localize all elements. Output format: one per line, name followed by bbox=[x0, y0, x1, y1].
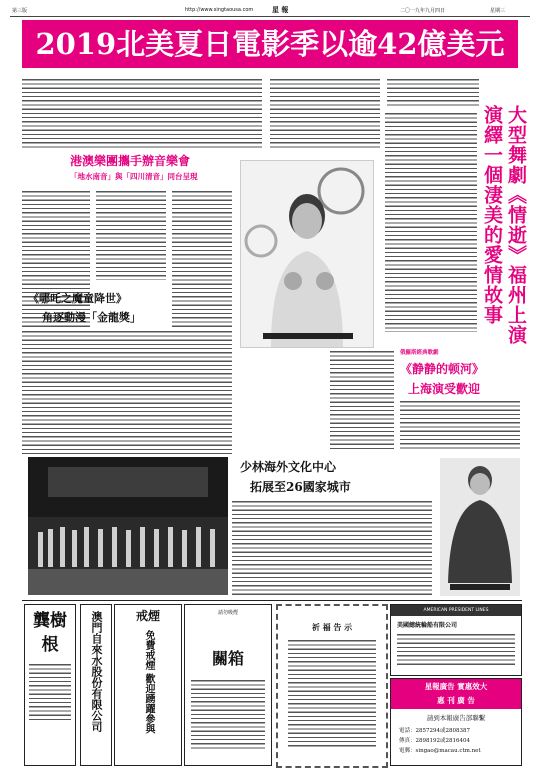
article-song-title1: 《静静的顿河》 bbox=[400, 362, 485, 376]
singer-photo bbox=[440, 458, 520, 596]
ad-notice bbox=[276, 604, 388, 768]
article-song-heading bbox=[400, 348, 520, 397]
ad-star-line2: 惠 刊 廣 告 bbox=[391, 694, 521, 709]
ad-restaurant-name: 龔樹根 bbox=[33, 611, 67, 655]
article-film-body-2 bbox=[270, 78, 380, 150]
page-url: http://www.singtaousa.com bbox=[185, 7, 254, 13]
article-film-body-3 bbox=[387, 78, 479, 108]
ad-star-line3: 請到本報廣告部聯繫 bbox=[426, 714, 486, 722]
actor-photo bbox=[240, 160, 374, 348]
article-music-body-3 bbox=[172, 190, 232, 350]
ad-star-advertise bbox=[390, 678, 522, 766]
article-shaolin-title1: 少林海外文化中心 bbox=[240, 460, 337, 474]
ad-apl-company: 美國總統輪船有限公司 bbox=[397, 622, 458, 629]
ad-cigarette-body bbox=[191, 679, 265, 749]
ad-star-email: 電郵：singao@macau.ctm.net bbox=[399, 748, 481, 754]
ad-apl-body bbox=[397, 633, 515, 667]
stage-photo bbox=[28, 457, 228, 595]
article-animation-body bbox=[22, 330, 232, 455]
ad-restaurant bbox=[24, 604, 76, 766]
headline-title: 2019北美夏日電影季以逾42億美元 bbox=[35, 27, 505, 61]
ad-smoking-body: 免費戒煙 歡迎踴躍參與 bbox=[143, 630, 154, 734]
article-music-body-2 bbox=[96, 190, 166, 280]
ad-cigarette-sign: 關箱 bbox=[211, 649, 244, 668]
page-header-rule bbox=[10, 6, 530, 17]
article-shaolin-heading bbox=[240, 458, 390, 495]
page-weekday: 星期三 bbox=[490, 8, 506, 14]
article-shaolin-title2: 拓展至26國家城市 bbox=[250, 480, 351, 494]
ad-smoking bbox=[114, 604, 182, 766]
article-music-body bbox=[22, 190, 90, 350]
article-animation-title1: 《哪吒之魔童降世》 bbox=[28, 292, 127, 305]
article-song-title2: 上海演受歡迎 bbox=[408, 382, 481, 396]
article-music-subtitle: 「地水南音」與「四川清音」同台呈現 bbox=[70, 172, 198, 181]
ad-restaurant-body bbox=[29, 663, 71, 723]
ad-smoking-title: 戒煙 bbox=[115, 605, 181, 624]
article-drama-title-col1: 大型舞劇《情逝》福州上演 bbox=[505, 105, 527, 345]
ad-cigarette-small: 請勿吸煙 bbox=[217, 610, 238, 616]
ad-apl-brand: AMERICAN PRESIDENT LINES bbox=[391, 605, 521, 616]
ad-star-phone: 電話：2857294或2808387 bbox=[399, 728, 470, 734]
article-film-body bbox=[22, 78, 262, 150]
article-drama-title-col2: 演繹一個淒美的愛情故事 bbox=[481, 105, 503, 325]
ad-apl bbox=[390, 604, 522, 676]
ad-water-company-name: 澳門自來水股份有限公司 bbox=[90, 611, 103, 732]
ads-divider bbox=[22, 600, 522, 601]
article-drama-title bbox=[480, 105, 528, 345]
masthead: 星 報 bbox=[272, 6, 289, 14]
ad-notice-title: 祈 福 告 示 bbox=[311, 622, 353, 632]
ad-star-line1: 星報廣告 實惠效大 bbox=[391, 679, 521, 694]
ad-notice-body bbox=[288, 639, 376, 749]
article-song-body bbox=[330, 350, 394, 450]
article-shaolin-body bbox=[232, 500, 432, 595]
headline-banner bbox=[22, 20, 518, 68]
ad-water-company bbox=[80, 604, 112, 766]
article-animation-title2: 角逐動漫「金龍獎」 bbox=[42, 311, 141, 324]
article-drama-body bbox=[385, 112, 477, 332]
article-animation-heading bbox=[28, 290, 178, 325]
article-song-body-2 bbox=[400, 400, 520, 450]
article-song-kicker: 俄羅斯經典歌劇 bbox=[400, 350, 439, 356]
page-label: 第三版 bbox=[12, 8, 28, 14]
article-music-title: 港澳樂團攜手辦音樂會 bbox=[70, 154, 191, 168]
page-date: 二〇一九年九月四日 bbox=[400, 8, 446, 14]
ad-cigarette-warning bbox=[184, 604, 272, 766]
ad-star-fax: 傳真：2898192或2816404 bbox=[399, 738, 470, 744]
